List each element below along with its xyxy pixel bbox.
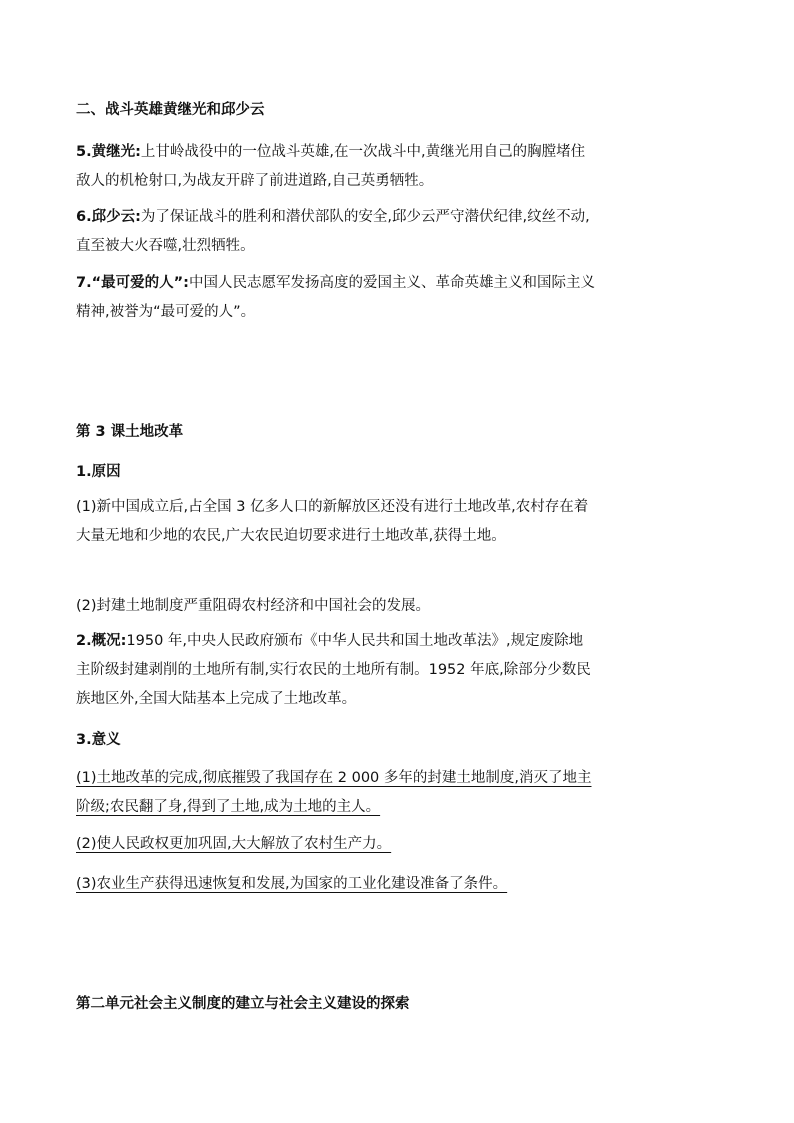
item-most-lovable [76, 269, 596, 327]
item-huang-jiguang [76, 138, 596, 196]
significance-paragraph-2: (2)使人民政权更加巩固,大大解放了农村生产力。 [76, 836, 392, 852]
item-lead: 5.黄继光: [76, 144, 141, 160]
item-text: 中国人民志愿军发扬高度的爱国主义、革命英雄主义和国际主义精神,被誉为“最可爱的人”。 [76, 275, 595, 320]
significance-paragraph-3: (3)农业生产获得迅速恢复和发展,为国家的工业化建设准备了条件。 [76, 876, 508, 892]
item-lead: 6.邱少云: [76, 209, 141, 225]
significance-paragraph-1: (1)土地改革的完成,彻底摧毁了我国存在 2 000 多年的封建土地制度,消灭了地主阶级;农民翻了身,得到了土地,成为土地的主人。 [76, 770, 592, 815]
overview-text: 1950 年,中央人民政府颁布《中华人民共和国土地改革法》,规定废除地主阶级封建剥削的土地所有制,实行农民的土地所有制。1952 年底,除部分少数民族地区外,全国大陆基本上完成了土地改革。 [76, 633, 591, 707]
item-text: 为了保证战斗的胜利和潜伏部队的安全,邱少云严守潜伏纪律,纹丝不动,直至被大火吞噬,壮烈牺牲。 [76, 209, 590, 254]
item-text: 上甘岭战役中的一位战斗英雄,在一次战斗中,黄继光用自己的胸膛堵住敌人的机枪射口,为战友开辟了前进道路,自己英勇牺牲。 [76, 144, 586, 189]
lesson-title: 第 3 课土地改革 [76, 424, 184, 440]
overview-lead: 2.概况: [76, 633, 127, 649]
item-qiu-shaoyun [76, 203, 596, 261]
section-title: 二、战斗英雄黄继光和邱少云 [76, 102, 265, 118]
reason-paragraph-2: (2)封建土地制度严重阻碍农村经济和中国社会的发展。 [76, 598, 431, 614]
overview-paragraph [76, 627, 596, 714]
unit-title: 第二单元社会主义制度的建立与社会主义建设的探索 [76, 996, 410, 1012]
reason-heading: 1.原因 [76, 464, 121, 480]
significance-heading: 3.意义 [76, 732, 121, 748]
reason-paragraph-1: (1)新中国成立后,占全国 3 亿多人口的新解放区还没有进行土地改革,农村存在着大量无地和少地的农民,广大农民迫切要求进行土地改革,获得土地。 [76, 499, 589, 544]
item-lead: 7.“最可爱的人”: [76, 275, 189, 291]
